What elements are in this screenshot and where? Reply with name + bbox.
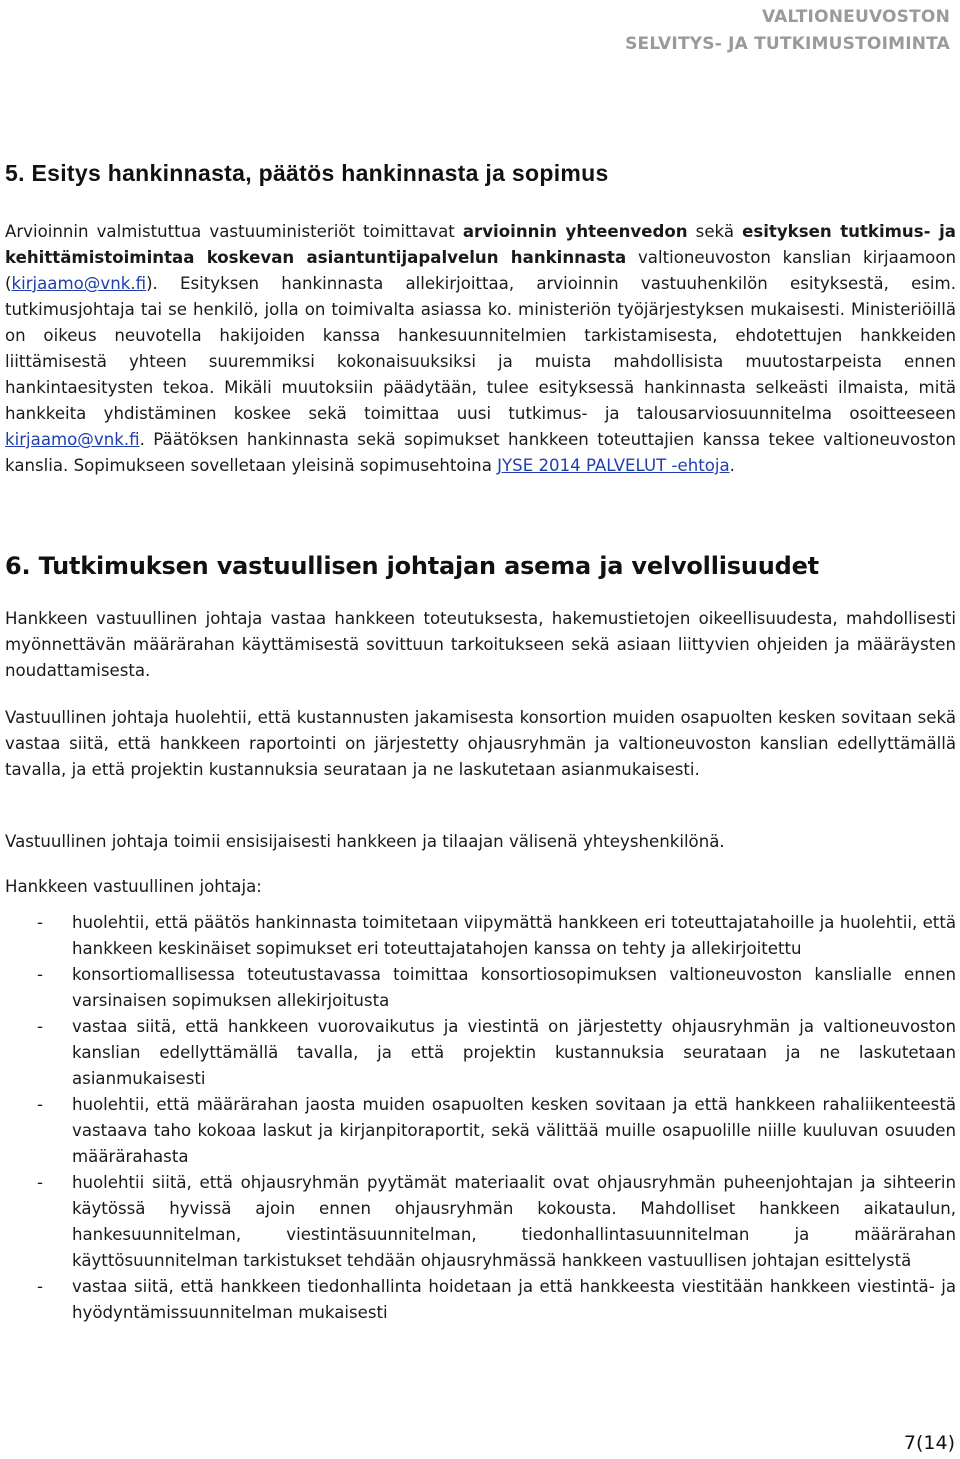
list-dash: - — [37, 1173, 43, 1192]
section-5-title: 5. Esitys hankinnasta, päätös hankinnasta ja sopimus — [5, 160, 609, 186]
section-6-paragraph-3: Vastuullinen johtaja toimii ensisijaisesti hankkeen ja tilaajan välisenä yhteyshenkilönä. — [5, 832, 725, 851]
list-dash: - — [37, 1277, 43, 1296]
section-6-list-intro: Hankkeen vastuullinen johtaja: — [5, 877, 262, 896]
section-6-paragraph-2: Vastuullinen johtaja huolehtii, että kustannusten jakamisesta konsortion muiden osapuolten kesken sovitaan sekä vastaa siitä, että hankkeen raportointi on järjestetty ohjausryhmän ja valtioneuvoston kanslian edellyttämällä tavalla, ja että projektin kustannuksia seurataan ja ne laskutetaan asianmukaisesti. — [5, 708, 956, 779]
bold-run: esityksen tutkimus- ja kehittämistoimintaa koskevan asiantuntijapalvelun hankinnasta — [5, 222, 956, 267]
header-line-1: VALTIONEUVOSTON — [761, 7, 950, 27]
bold-run: arvioinnin yhteenvedon — [462, 222, 688, 241]
text-run: Arvioinnin valmistuttua vastuuministeriöt toimittavat — [5, 222, 463, 241]
list-item-text: konsortiomallisessa toteutustavassa toimittaa konsortiosopimuksen valtioneuvoston kanslialle ennen varsinaisen sopimuksen allekirjoitusta — [72, 965, 956, 1010]
kirjaamo-email-link-2[interactable]: kirjaamo@vnk.fi — [5, 430, 140, 449]
list-dash: - — [37, 913, 43, 932]
list-dash: - — [37, 1095, 43, 1114]
list-item — [5, 1170, 956, 1274]
list-item — [5, 962, 956, 1014]
text-run: sekä — [687, 222, 743, 241]
list-item-text: vastaa siitä, että hankkeen tiedonhallinta hoidetaan ja että hankkeesta viestitään hankkeen viestintä- ja hyödyntämissuunnitelman mukaisesti — [72, 1277, 956, 1322]
list-item — [5, 1092, 956, 1170]
jyse-terms-link[interactable]: JYSE 2014 PALVELUT -ehtoja — [497, 456, 730, 475]
list-item-text: huolehtii, että määrärahan jaosta muiden osapuolten kesken sovitaan ja että hankkeen rahaliikenteestä vastaava taho kokoaa laskut ja kirjanpitoraportit, sekä välittää muille osapuolille niille kuuluvan osuuden määrärahasta — [72, 1095, 956, 1166]
list-dash: - — [37, 965, 43, 984]
kirjaamo-email-link[interactable]: kirjaamo@vnk.fi — [11, 274, 147, 293]
list-dash: - — [37, 1017, 43, 1036]
list-item-text: huolehtii, että päätös hankinnasta toimitetaan viipymättä hankkeen eri toteuttajatahoille ja huolehtii, että hankkeen keskinäiset sopimukset eri toteuttajatahojen kanssa on tehty ja allekirjoitettu — [72, 913, 956, 958]
responsibilities-list — [5, 910, 956, 1326]
section-5-paragraph — [5, 219, 956, 479]
text-run: . Päätöksen hankinnasta sekä sopimukset hankkeen toteuttajien kanssa tekee valtioneuvoston kanslia. Sopimukseen sovelletaan yleisinä sopimusehtoina — [5, 430, 956, 475]
list-item-text: vastaa siitä, että hankkeen vuorovaikutus ja viestintä on järjestetty ohjausryhmän ja valtioneuvoston kanslian edellyttämällä tavalla, ja että projektin kustannuksia seurataan ja ne laskutetaan asianmukaisesti — [72, 1017, 956, 1088]
text-run: ). Esityksen hankinnasta allekirjoittaa, arvioinnin vastuuhenkilön esityksestä, esim. tutkimusjohtaja tai se henkilö, jolla on toimivalta asiassa ko. ministeriön työjärjestyksen mukaisesti. Ministeriöillä on oikeus neuvotella hakijoiden kanssa hankesuunnitelmien tarkistamisesta, ehdotettujen hankkeiden liittämisestä yhteen suuremmiksi kokonaisuuksiksi ja muista mahdollisista muutostarpeista ennen hankintaesitysten tekoa. Mikäli muutoksiin päädytään, tulee esityksessä hankinnasta selkeästi ilmaista, mitä hankkeita yhdistäminen koskee sekä toimittaa uusi tutkimus- ja talousarviosuunnitelma osoitteeseen — [5, 274, 956, 423]
text-run: valtioneuvoston kanslian kirjaamoon ( — [5, 248, 956, 293]
list-item — [5, 910, 956, 962]
list-item-text: huolehtii siitä, että ohjausryhmän pyytämät materiaalit ovat ohjausryhmän puheenjohtajan ja sihteerin käytössä hyvissä ajoin ennen ohjausryhmän kokousta. Mahdolliset hankkeen aikataulun, hankesuunnitelman, viestintäsuunnitelman, tiedonhallintasuunnitelman ja määrärahan käyttösuunnitelman tarkistukset tehdään ohjausryhmässä hankkeen vastuullisen johtajan esittelystä — [72, 1173, 956, 1270]
header-line-2: SELVITYS- JA TUTKIMUSTOIMINTA — [625, 34, 950, 54]
text-run: . — [729, 456, 735, 475]
list-item — [5, 1014, 956, 1092]
section-6-title: 6. Tutkimuksen vastuullisen johtajan asema ja velvollisuudet — [5, 552, 819, 580]
page-header — [625, 4, 950, 58]
section-6-paragraph-1: Hankkeen vastuullinen johtaja vastaa hankkeen toteutuksesta, hakemustietojen oikeellisuudesta, mahdollisesti myönnettävän määrärahan käyttämisestä sovittuun tarkoitukseen sekä asiaan liittyvien ohjeiden ja määräysten noudattamisesta. — [5, 609, 956, 680]
page-number: 7(14) — [903, 1432, 955, 1454]
list-item — [5, 1274, 956, 1326]
